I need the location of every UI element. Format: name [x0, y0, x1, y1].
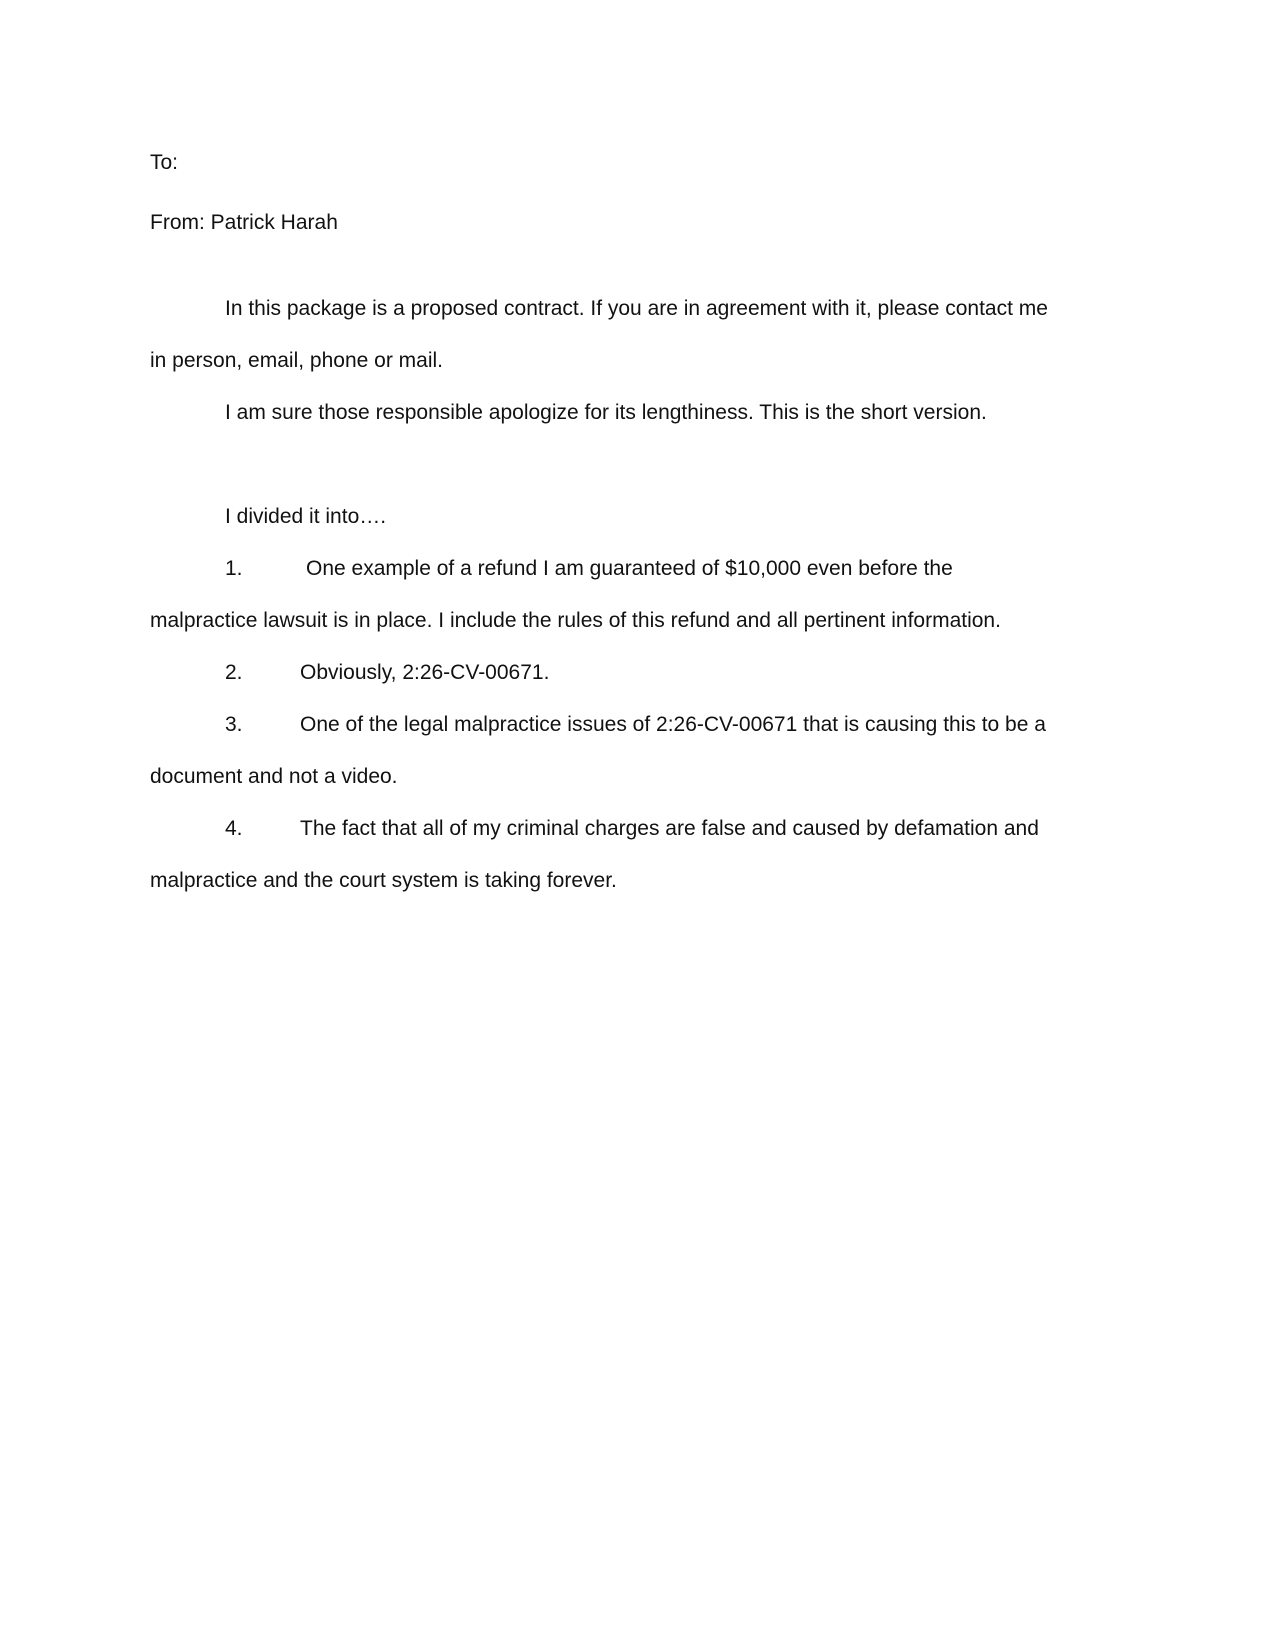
list-item-text-line-2: document and not a video.	[150, 765, 398, 788]
paragraph-1-line-2: in person, email, phone or mail.	[150, 349, 443, 372]
to-label: To:	[150, 151, 179, 174]
paragraph-1-line-1: In this package is a proposed contract. If you are in agreement with it, please contact me	[225, 297, 1048, 320]
list-item-text-line-1: Obviously, 2:26-CV-00671.	[300, 661, 550, 684]
paragraph-3: I divided it into….	[225, 505, 387, 528]
from-line: From: Patrick Harah	[150, 211, 338, 234]
paragraph-2: I am sure those responsible apologize for its lengthiness. This is the short version.	[225, 401, 987, 424]
list-item-number: 2.	[225, 661, 243, 684]
list-item-number: 1.	[225, 557, 243, 580]
list-item-text-line-2: malpractice lawsuit is in place. I include the rules of this refund and all pertinent information.	[150, 609, 1001, 632]
list-item-text-line-1: One example of a refund I am guaranteed of $10,000 even before the	[306, 557, 953, 580]
list-item-text-line-1: One of the legal malpractice issues of 2:26-CV-00671 that is causing this to be a	[300, 713, 1046, 736]
list-item-number: 4.	[225, 817, 243, 840]
list-item-text-line-1: The fact that all of my criminal charges are false and caused by defamation and	[300, 817, 1039, 840]
list-item-number: 3.	[225, 713, 243, 736]
list-item-text-line-2: malpractice and the court system is taking forever.	[150, 869, 617, 892]
